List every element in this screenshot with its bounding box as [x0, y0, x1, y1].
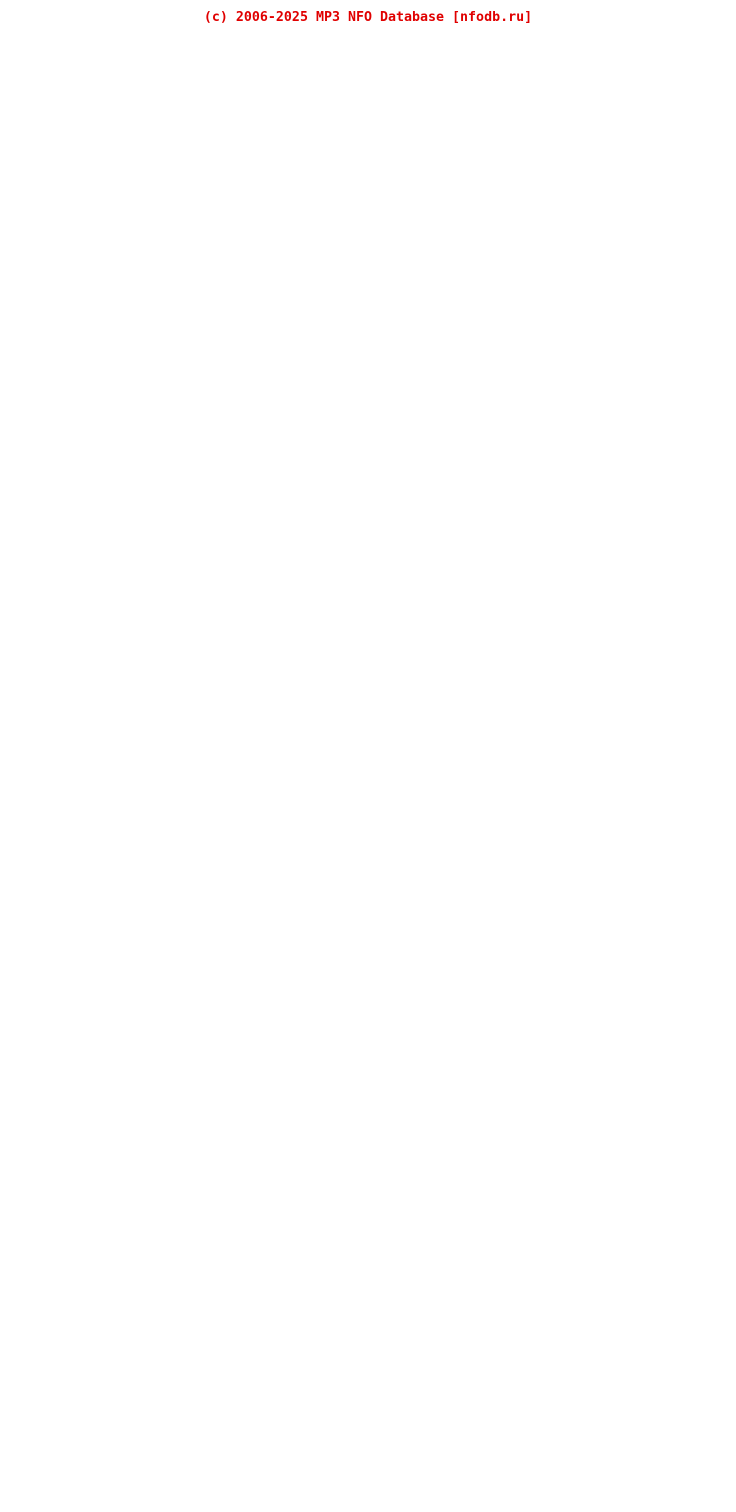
nfo-header: (c) 2006-2025 MP3 NFO Database [nfodb.ru] — [203, 10, 533, 25]
